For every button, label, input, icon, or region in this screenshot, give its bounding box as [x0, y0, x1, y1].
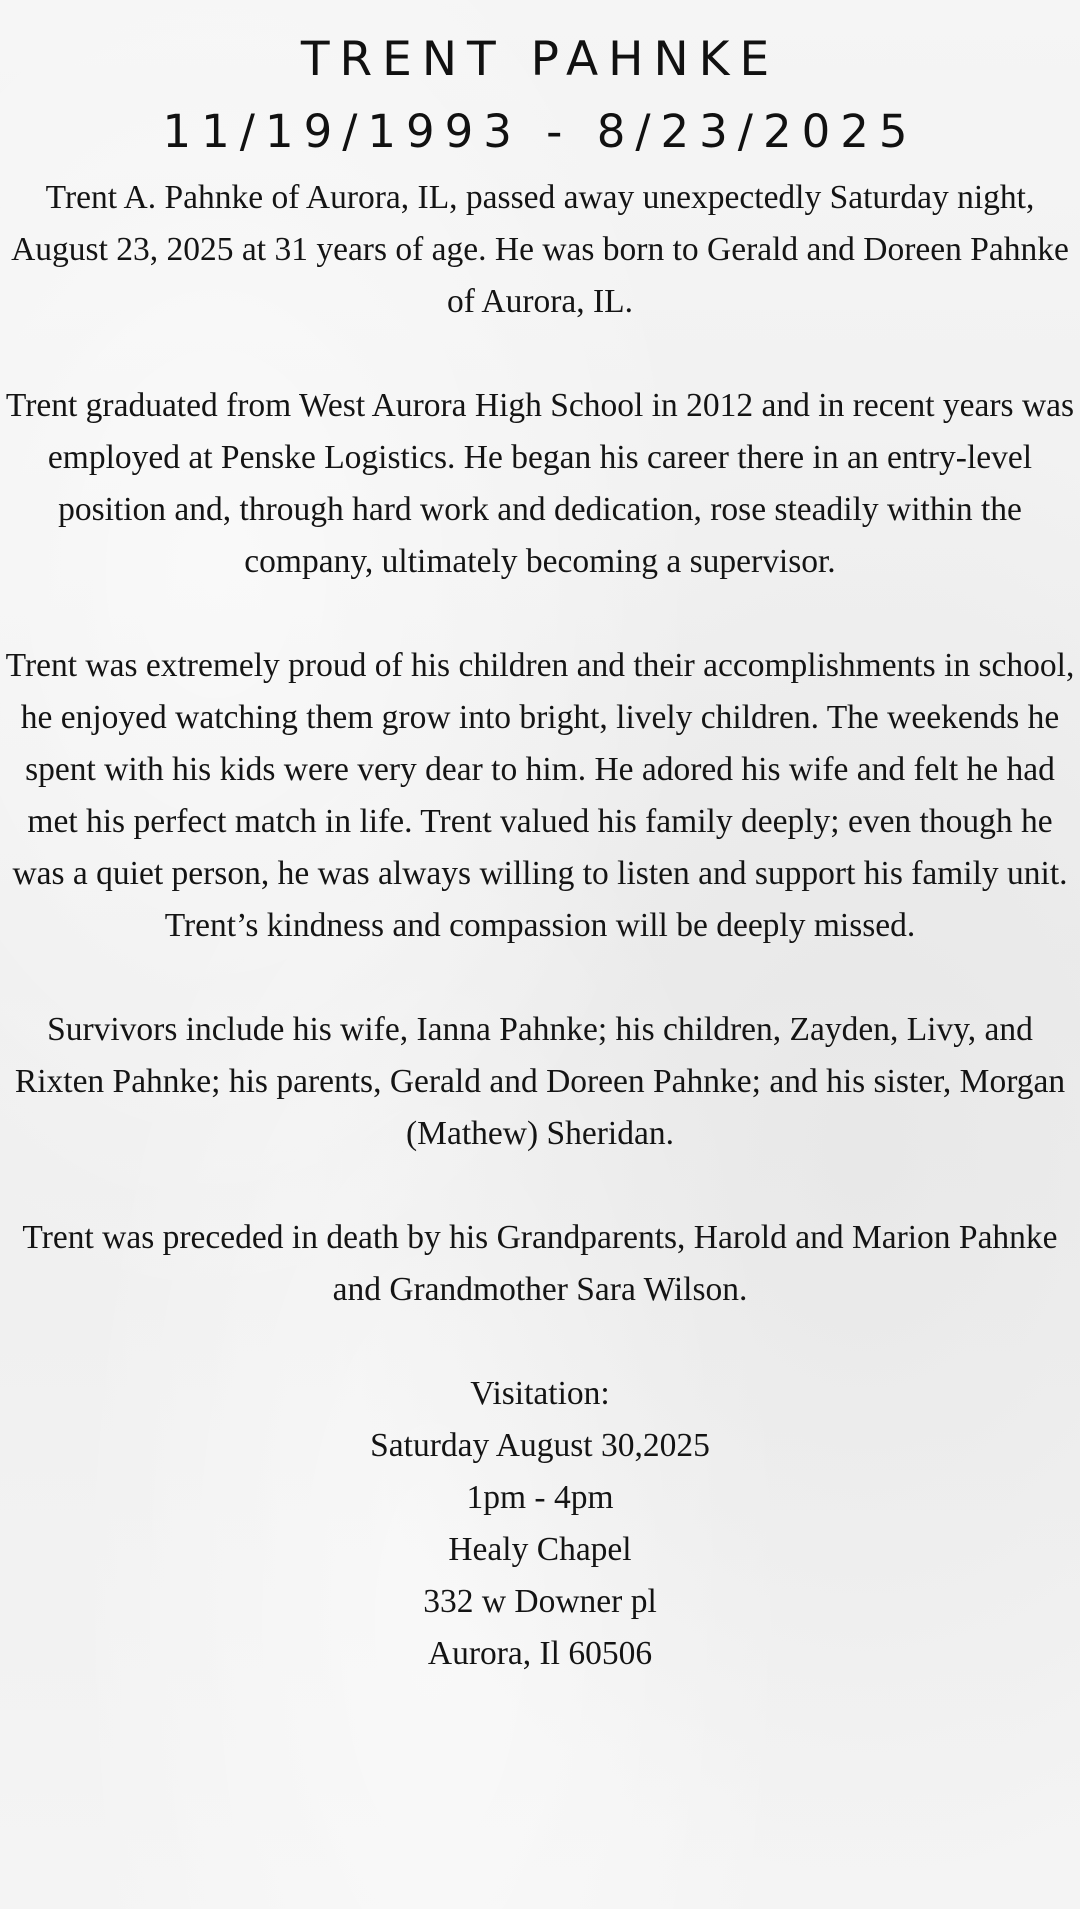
visitation-address: 332 w Downer pl — [423, 1583, 657, 1620]
paragraph-preceded: Trent was preceded in death by his Grandparents, Harold and Marion Pahnke and Grandmother Sara Wilson. — [22, 1219, 1058, 1308]
deceased-name: TRENT PAHNKE — [300, 32, 780, 87]
paragraph-survivors: Survivors include his wife, Ianna Pahnke; his children, Zayden, Livy, and Rixten Pahnke; his parents, Gerald and Doreen Pahnke; and his sister, Morgan (Mathew) Sheridan. — [14, 1011, 1066, 1152]
paragraph-career: Trent graduated from West Aurora High School in 2012 and in recent years was employed at Penske Logistics. He began his career there in an entry-level position and, through hard work and dedication, rose steadily within the company, ultimately becoming a supervisor. — [5, 387, 1075, 580]
visitation-time: 1pm - 4pm — [466, 1479, 614, 1516]
visitation-city: Aurora, Il 60506 — [427, 1635, 653, 1672]
life-dates: 11/19/1993 - 8/23/2025 — [162, 105, 918, 158]
paragraph-family: Trent was extremely proud of his children and their accomplishments in school, he enjoyed watching them grow into bright, lively children. The weekends he spent with his kids were very dear to him. He adored his wife and felt he had met his perfect match in life. Trent valued his family deeply; even though he was a quiet person, he was always willing to listen and support his family unit. Trent’s kindness and compassion will be deeply missed. — [5, 647, 1075, 944]
obituary-text — [0, 172, 1080, 1680]
visitation-venue: Healy Chapel — [448, 1531, 632, 1568]
visitation-details — [0, 1368, 1080, 1680]
visitation-date: Saturday August 30,2025 — [370, 1427, 710, 1464]
paragraph-intro: Trent A. Pahnke of Aurora, IL, passed away unexpectedly Saturday night, August 23, 2025 at 31 years of age. He was born to Gerald and Doreen Pahnke of Aurora, IL. — [11, 179, 1069, 320]
visitation-heading: Visitation: — [470, 1375, 610, 1412]
